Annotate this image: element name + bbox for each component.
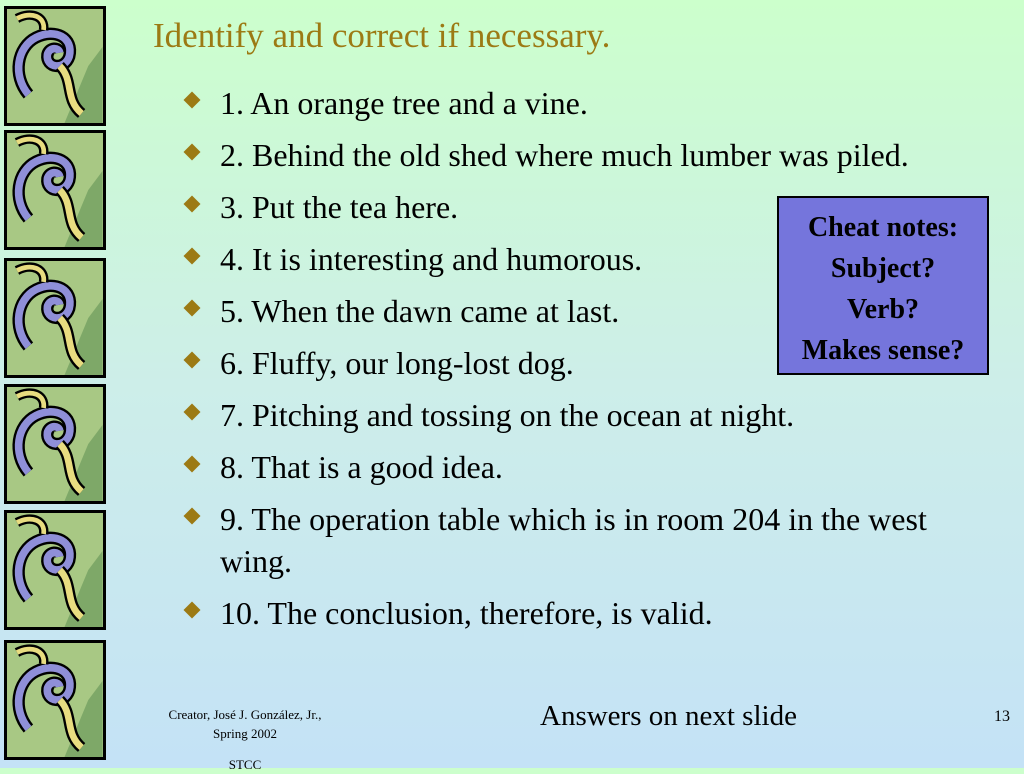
cheat-notes-verb: Verb? [846, 294, 920, 325]
page-number: 13 [994, 708, 1010, 725]
diamond-bullet-icon [184, 144, 201, 161]
list-item [186, 592, 986, 634]
list-item-text: 6. Fluffy, our long-lost dog. [220, 345, 574, 381]
list-item [186, 394, 986, 436]
list-item-text: 2. Behind the old shed where much lumber was piled. [220, 137, 909, 173]
list-item-text: 7. Pitching and tossing on the ocean at night. [220, 397, 795, 433]
footer-creator [140, 705, 350, 774]
swirl-tile-icon [4, 6, 106, 126]
cheat-notes-subject: Subject? [830, 253, 936, 284]
diamond-bullet-icon [184, 300, 201, 317]
swirl-tile-icon [4, 258, 106, 378]
diamond-bullet-icon [184, 92, 201, 109]
list-item-text: 10. The conclusion, therefore, is valid. [220, 595, 713, 631]
diamond-bullet-icon [184, 352, 201, 369]
list-item [186, 446, 986, 488]
list-item-text: 1. An orange tree and a vine. [220, 85, 588, 121]
creator-date: Spring 2002 [213, 726, 277, 741]
list-item-text: 4. It is interesting and humorous. [220, 241, 643, 277]
decorative-border [0, 0, 110, 768]
creator-line: Creator, José J. González, Jr., [168, 707, 322, 722]
diamond-bullet-icon [184, 508, 201, 525]
list-item [186, 134, 990, 176]
list-item-text: 5. When the dawn came at last. [220, 293, 620, 329]
swirl-tile-icon [4, 384, 106, 504]
diamond-bullet-icon [184, 404, 201, 421]
diamond-bullet-icon [184, 248, 201, 265]
list-item-text: 3. Put the tea here. [220, 189, 459, 225]
list-item-text: 9. The operation table which is in room 204 in the west wing. [220, 501, 927, 579]
creator-org: STCC [228, 757, 262, 772]
cheat-notes-box [777, 196, 989, 375]
diamond-bullet-icon [184, 602, 201, 619]
diamond-bullet-icon [184, 456, 201, 473]
list-item-text: 8. That is a good idea. [220, 449, 503, 485]
swirl-tile-icon [4, 640, 106, 760]
cheat-notes-heading: Cheat notes: [807, 212, 959, 243]
slide-title: Identify and correct if necessary. [153, 16, 611, 55]
swirl-tile-icon [4, 510, 106, 630]
list-item [186, 498, 980, 582]
footer-note: Answers on next slide [540, 700, 797, 732]
list-item [186, 82, 986, 124]
diamond-bullet-icon [184, 196, 201, 213]
cheat-notes-sense: Makes sense? [801, 335, 965, 366]
swirl-tile-icon [4, 130, 106, 250]
